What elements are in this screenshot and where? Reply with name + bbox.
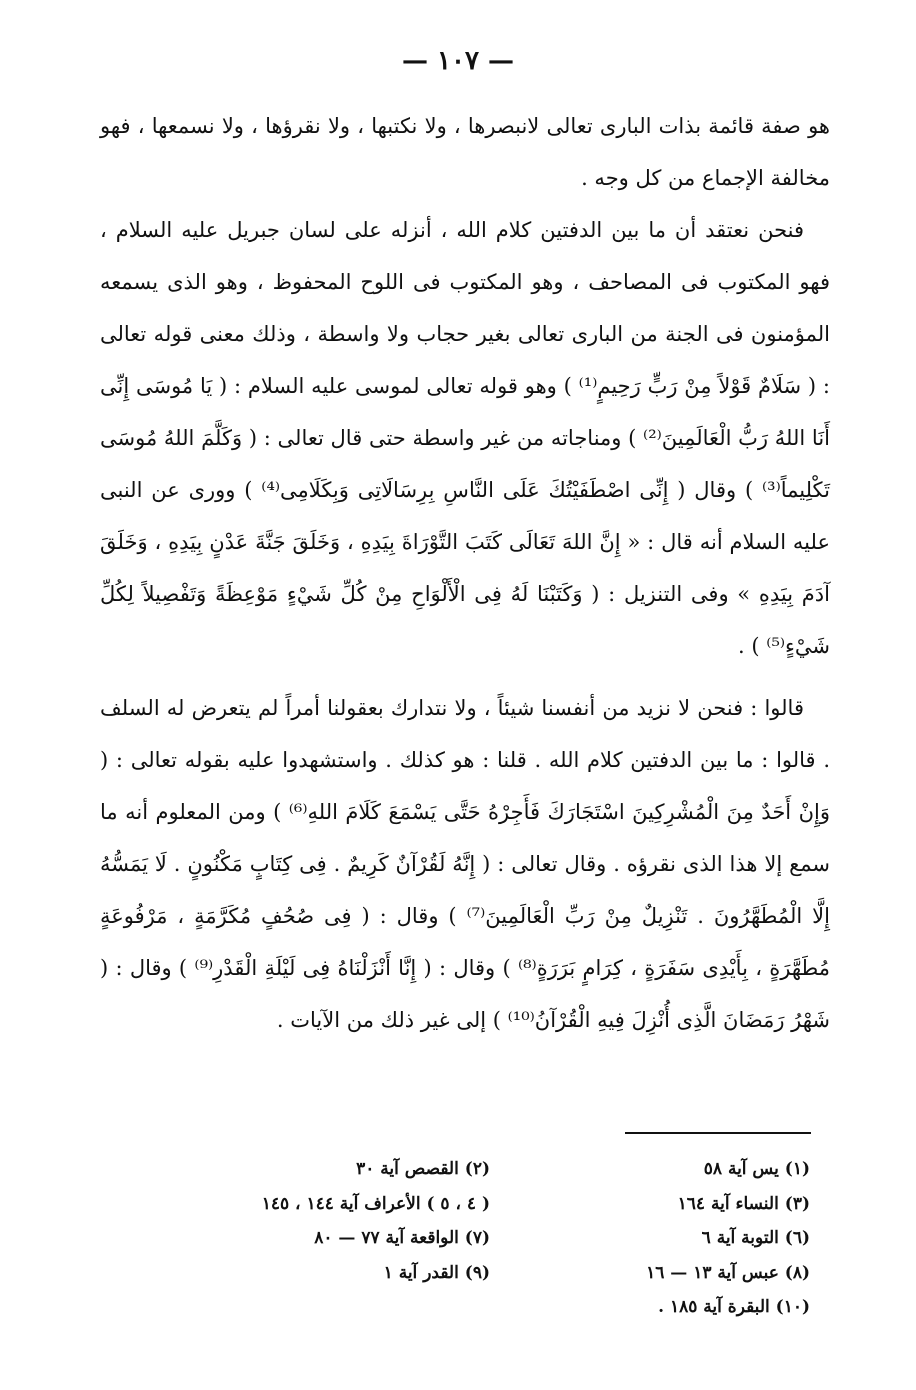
paragraph-belief: فنحن نعتقد أن ما بين الدفتين كلام الله ، أنزله على لسان جبريل عليه السلام ، فهو المكتوب فى المصاحف ، وهو المكتوب فى اللوح المحفوظ ، وهو الذى يسمعه المؤمنون فى الجنة من البارى تعالى بغير حجاب ولا واسطة ، وذلك معنى قوله تعالى : ( سَلَامٌ قَوْلاً مِنْ رَبٍّ رَحِيمٍ⁽¹⁾ ) وهو قوله تعالى لموسى عليه السلام : ( يَا مُوسَى إِنِّى أَنَا اللهُ رَبُّ الْعَالَمِينَ⁽²⁾ ) ومناجاته من غير واسطة حتى قال تعالى : ( وَكَلَّمَ اللهُ مُوسَى تَكْلِيماً⁽³⁾ ) وقال ( إِنِّى اصْطَفَيْتُكَ عَلَى النَّاسِ بِرِسَالَاتِى وَبِكَلَامِى⁽⁴⁾ ) وورى عن النبى عليه السلام أنه قال : « إِنَّ اللهَ تَعَالَى كَتَبَ التَّوْرَاةَ بِيَدِهِ ، وَخَلَقَ جَنَّةَ عَدْنٍ بِيَدِهِ ، وَخَلَقَ آدَمَ بِيَدِهِ » وفى التنزيل : ( وَكَتَبْنَا لَهُ فِى الْأَلْوَاحِ مِنْ كُلِّ شَيْءٍ مَوْعِظَةً وَتَفْصِيلاً لِكُلِّ شَيْءٍ⁽⁵⁾ ) . <box>100 218 830 658</box>
page-number: — ١٠٧ — <box>401 46 515 76</box>
footnote-1: (١) يس آية ٥٨ <box>703 1159 810 1179</box>
footnotes <box>150 1152 810 1325</box>
footnote-10: (١٠) البقرة آية ١٨٥ . <box>658 1297 810 1317</box>
paragraph-continuation: هو صفة قائمة بذات البارى تعالى لانبصرها ، ولا نكتبها ، ولا نقرؤها ، ولا نسمعها ، فهو مخالفة الإجماع من كل وجه . <box>100 114 830 190</box>
footnote-row <box>150 1152 810 1187</box>
footnote-row <box>150 1290 810 1325</box>
footnote-7: (٧) الواقعة آية ٧٧ — ٨٠ <box>314 1228 490 1248</box>
footnote-3: (٣) النساء آية ١٦٤ <box>677 1193 810 1214</box>
footnote-divider <box>625 1132 811 1134</box>
footnote-row <box>150 1221 810 1256</box>
footnote-2: (٢) القصص آية ٣٠ <box>356 1159 490 1179</box>
footnote-6: (٦) التوبة آية ٦ <box>701 1228 810 1248</box>
footnote-row <box>150 1187 810 1222</box>
footnote-row <box>150 1256 810 1291</box>
footnote-9: (٩) القدر آية ١ <box>383 1262 490 1283</box>
paragraph-they-said: قالوا : فنحن لا نزيد من أنفسنا شيئاً ، ولا نتدارك بعقولنا أمراً لم يتعرض له السلف . قالوا : ما بين الدفتين كلام الله . قلنا : هو كذلك . واستشهدوا عليه بقوله تعالى : ( وَإِنْ أَحَدٌ مِنَ الْمُشْرِكِينَ اسْتَجَارَكَ فَأَجِرْهُ حَتَّى يَسْمَعَ كَلَامَ اللهِ⁽⁶⁾ ) ومن المعلوم أنه ما سمع إلا هذا الذى نقرؤه . وقال تعالى : ( إِنَّهُ لَقُرْآنٌ كَرِيمٌ . فِى كِتَابٍ مَكْنُونٍ . لَا يَمَسُّهُ إِلَّا الْمُطَهَّرُونَ . تَنْزِيلٌ مِنْ رَبِّ الْعَالَمِينَ⁽⁷⁾ ) وقال : ( فِى صُحُفٍ مُكَرَّمَةٍ ، مَرْفُوعَةٍ مُطَهَّرَةٍ ، بِأَيْدِى سَفَرَةٍ ، كِرَامٍ بَرَرَةٍ⁽⁸⁾ ) وقال : ( إِنَّا أَنْزَلْنَاهُ فِى لَيْلَةِ الْقَدْرِ⁽⁹⁾ ) وقال : ( شَهْرُ رَمَضَانَ الَّذِى أُنْزِلَ فِيهِ الْقُرْآنُ⁽¹⁰⁾ ) إلى غير ذلك من الآيات . <box>100 696 831 1032</box>
main-text <box>100 100 830 1046</box>
footnote-empty <box>150 1290 490 1325</box>
footnote-8: (٨) عبس آية ١٣ — ١٦ <box>646 1262 810 1283</box>
footnote-4-5: ( ٤ ، ٥ ) الأعراف آية ١٤٤ ، ١٤٥ <box>261 1193 490 1214</box>
